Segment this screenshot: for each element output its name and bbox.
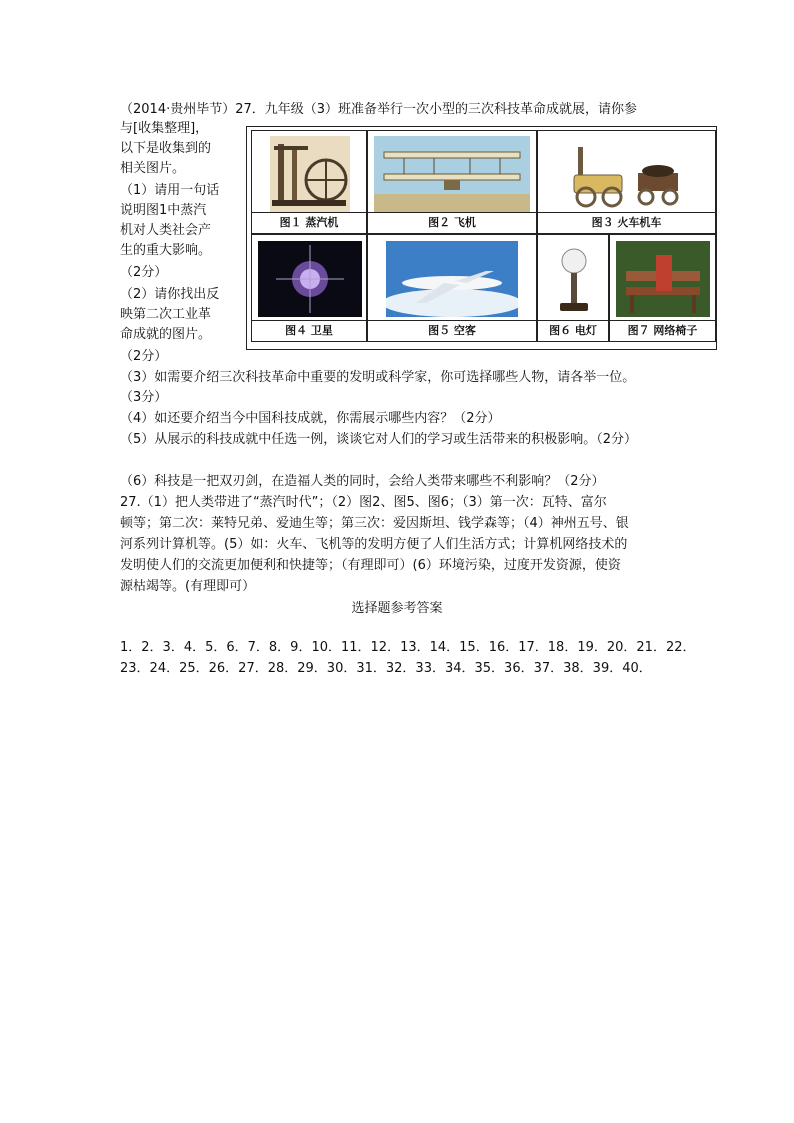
side-line: 命成就的图片。 (120, 327, 212, 342)
side-line: 机对人类社会产 (120, 223, 212, 238)
question-line: （3）如需要介绍三次科技革命中重要的发明或科学家，你可选择哪些人物，请各举一位。 (120, 370, 636, 385)
figure-cell-5 (367, 234, 537, 342)
figure-caption: 图４ 卫星 (252, 320, 366, 341)
answer-line: 河系列计算机等。(5）如：火车、飞机等的发明方便了人们生活方式；计算机网络技术的 (120, 537, 628, 552)
figure-cell-7 (609, 234, 716, 342)
side-line: 与[收集整理]， (120, 121, 209, 136)
question-line: （3分） (120, 390, 168, 405)
side-line: （1）请用一句话 (120, 183, 220, 198)
network-chair-image (616, 241, 710, 317)
side-line: （2）请你找出反 (120, 287, 220, 302)
lamp-image (552, 241, 596, 317)
figure-cell-1 (251, 130, 367, 234)
answer-line: 源枯竭等。(有理即可） (120, 579, 256, 594)
question-line: （2分） (120, 349, 168, 364)
side-line: 说明图1中蒸汽 (120, 203, 207, 218)
satellite-image (258, 241, 362, 317)
side-line: （2分） (120, 265, 168, 280)
question-line: （4）如还要介绍当今中国科技成就，你需展示哪些内容？（2分） (120, 411, 501, 426)
figure-caption: 图５ 空客 (368, 320, 536, 341)
figure-cell-3 (537, 130, 716, 234)
question-intro-line: （2014·贵州毕节）27．九年级（3）班准备举行一次小型的三次科技革命成就展，请你参 (120, 102, 638, 117)
choice-answer-title: 选择题参考答案 (351, 601, 443, 616)
locomotive-image (568, 139, 688, 211)
figure-cell-2 (367, 130, 537, 234)
question-line: （6）科技是一把双刃剑，在造福人类的同时，会给人类带来哪些不利影响？（2分） (120, 474, 605, 489)
figure-caption: 图７ 网络椅子 (610, 320, 715, 341)
figure-caption: 图１ 蒸汽机 (252, 212, 366, 233)
figure-cell-4 (251, 234, 367, 342)
question-line: （5）从展示的科技成就中任选一例，谈谈它对人们的学习或生活带来的积极影响。（2分） (120, 432, 638, 447)
biplane-image (374, 136, 530, 212)
figure-table (246, 126, 717, 350)
side-line: 映第二次工业革 (120, 307, 212, 322)
side-line: 以下是收集到的 (120, 141, 212, 156)
choice-answer-line: 23．24．25．26．27．28．29．30．31．32．33．34．35．36．37．38．39．40． (120, 661, 652, 676)
figure-caption: 图２ 飞机 (368, 212, 536, 233)
steam-engine-image (270, 136, 350, 212)
figure-cell-6 (537, 234, 609, 342)
answer-line: 顿等；第二次：莱特兄弟、爱迪生等；第三次：爱因斯坦、钱学森等；（4）神州五号、银 (120, 516, 629, 531)
figure-caption: 图３ 火车机车 (538, 212, 715, 233)
answer-line: 发明使人们的交流更加便利和快捷等；（有理即可）(6）环境污染，过度开发资源，使资 (120, 558, 621, 573)
choice-answer-line: 1．2．3．4．5．6．7．8．9．10．11．12．13．14．15．16．17．18．19．20．21．22． (120, 640, 696, 655)
side-line: 生的重大影响。 (120, 243, 212, 258)
airbus-image (386, 241, 518, 317)
answer-line: 27.（1）把人类带进了“蒸汽时代”；（2）图2、图5、图6；（3）第一次：瓦特、富尔 (120, 495, 607, 510)
side-line: 相关图片。 (120, 161, 186, 176)
figure-caption: 图６ 电灯 (538, 320, 608, 341)
